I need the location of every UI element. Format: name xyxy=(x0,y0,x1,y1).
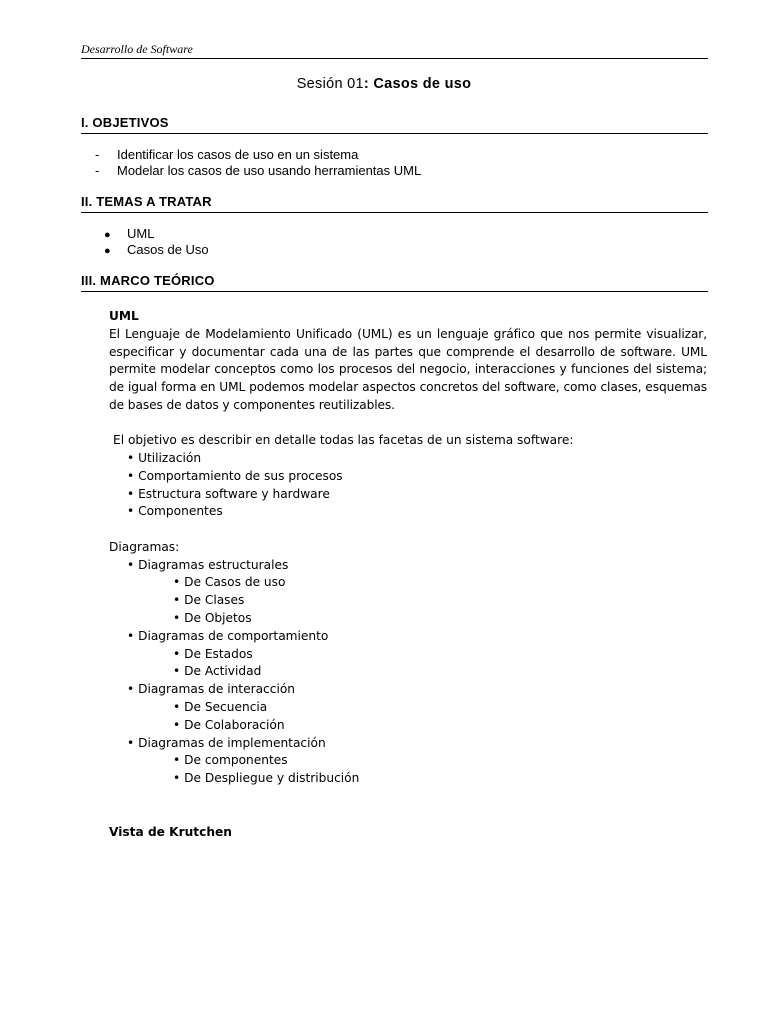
section-heading-temas: II. TEMAS A TRATAR xyxy=(81,194,708,213)
diagram-group: • Diagramas de interacción xyxy=(127,682,296,697)
facet-item: • Comportamiento de sus procesos xyxy=(127,468,343,483)
page-header: Desarrollo de Software xyxy=(81,42,193,56)
list-item xyxy=(95,147,421,163)
list-item xyxy=(95,163,421,179)
uml-heading: UML xyxy=(109,309,139,323)
diagram-subitem: • De Estados xyxy=(173,646,253,661)
spacer xyxy=(109,414,707,432)
temas-list xyxy=(104,226,209,258)
list-item-text: Identificar los casos de uso en un sistema xyxy=(117,147,359,162)
diagram-subitem: • De Clases xyxy=(173,593,245,608)
diagram-group: • Diagramas de implementación xyxy=(127,735,326,750)
title-colon: : xyxy=(363,76,370,92)
diagram-subitem: • De Secuencia xyxy=(173,700,268,715)
title-prefix: Sesión 01 xyxy=(296,76,364,92)
diagram-subitem: • De Casos de uso xyxy=(173,575,286,590)
krutchen-heading: Vista de Krutchen xyxy=(109,824,232,839)
page-title xyxy=(0,76,768,92)
bullet-icon: ● xyxy=(104,245,111,257)
list-item-text: Modelar los casos de uso usando herramientas UML xyxy=(117,163,422,178)
diagram-subitem: • De componentes xyxy=(173,753,288,768)
objetivos-list xyxy=(95,147,421,179)
diagram-group: • Diagramas estructurales xyxy=(127,557,289,572)
objective-intro: El objetivo es describir en detalle todas las facetas de un sistema software: xyxy=(113,433,574,448)
dash-marker: - xyxy=(95,163,100,178)
uml-paragraph: El Lenguaje de Modelamiento Unificado (UML) es un lenguaje gráfico que nos permite visualizar, especificar y documentar cada una de las partes que comprende el desarrollo de software. UML permite modelar conceptos como los procesos del negocio, interacciones y funciones del sistema; de igual forma en UML podemos modelar aspectos concretos del software, como clases, esquemas de bases de datos y componentes reutilizables. xyxy=(109,326,707,412)
facet-item: • Utilización xyxy=(127,450,202,465)
diagram-group: • Diagramas de comportamiento xyxy=(127,628,329,643)
section-heading-marco: III. MARCO TEÓRICO xyxy=(81,273,708,292)
bullet-icon: ● xyxy=(104,229,111,241)
marco-body xyxy=(109,308,707,841)
diagram-subitem: • De Colaboración xyxy=(173,717,285,732)
list-item xyxy=(104,242,209,258)
diagrams-label: Diagramas: xyxy=(109,539,180,554)
list-item xyxy=(104,226,209,242)
dash-marker: - xyxy=(95,147,100,162)
facet-item: • Estructura software y hardware xyxy=(127,486,330,501)
spacer xyxy=(109,806,707,824)
diagram-subitem: • De Objetos xyxy=(173,611,252,626)
list-item-text: Casos de Uso xyxy=(127,242,209,257)
facet-item: • Componentes xyxy=(127,504,223,519)
list-item-text: UML xyxy=(127,226,155,241)
diagram-subitem: • De Despliegue y distribución xyxy=(173,771,360,786)
title-main: Casos de uso xyxy=(373,76,472,92)
spacer xyxy=(109,521,707,539)
section-heading-objetivos: I. OBJETIVOS xyxy=(81,115,708,134)
diagram-subitem: • De Actividad xyxy=(173,664,262,679)
header-rule xyxy=(81,58,708,59)
spacer xyxy=(109,788,707,806)
